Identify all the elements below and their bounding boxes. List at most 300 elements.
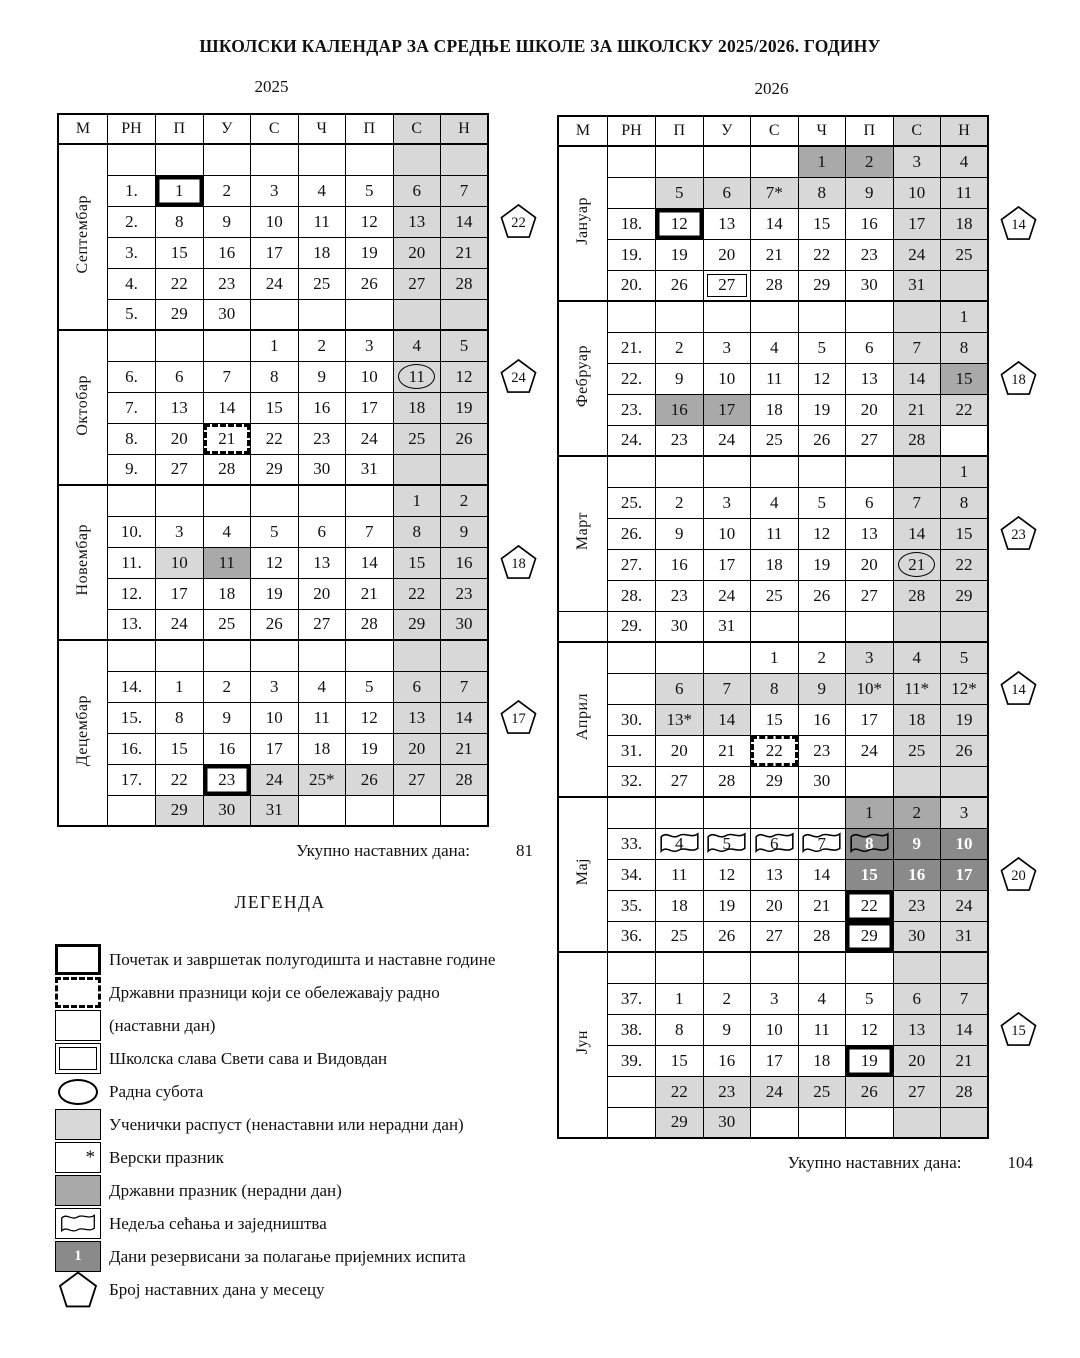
day-cell bbox=[703, 301, 751, 332]
day-cell bbox=[846, 487, 894, 518]
day-cell bbox=[298, 702, 346, 733]
day-number: 2 bbox=[722, 988, 731, 1008]
day-number: 18 bbox=[908, 709, 926, 729]
day-cell bbox=[656, 859, 704, 890]
day-number: 19 bbox=[813, 554, 831, 574]
day-cell bbox=[893, 797, 941, 828]
day-number: 31 bbox=[718, 616, 736, 636]
day-cell bbox=[203, 237, 251, 268]
month-name: Април bbox=[574, 693, 591, 741]
week-number-cell: 11. bbox=[108, 547, 156, 578]
day-cell bbox=[893, 425, 941, 456]
day-number: 31 bbox=[955, 926, 973, 946]
day-cell bbox=[298, 206, 346, 237]
day-number: 26 bbox=[813, 430, 831, 450]
day-cell bbox=[298, 640, 346, 671]
day-cell bbox=[893, 704, 941, 735]
day-cell bbox=[393, 702, 441, 733]
day-cell bbox=[703, 208, 751, 239]
total-value: 81 bbox=[516, 841, 533, 860]
day-cell bbox=[298, 733, 346, 764]
day-number: 27 bbox=[670, 771, 688, 791]
day-number: 20 bbox=[765, 895, 783, 915]
week-number-cell bbox=[608, 797, 656, 828]
day-number: 9 bbox=[317, 366, 326, 386]
day-cell bbox=[846, 518, 894, 549]
day-cell bbox=[656, 394, 704, 425]
day-number: 24 bbox=[265, 273, 283, 293]
legend-item bbox=[55, 1240, 545, 1273]
day-number: 4 bbox=[770, 492, 779, 512]
day-number: 14 bbox=[455, 211, 473, 231]
day-cell bbox=[893, 549, 941, 580]
week-number-cell: 13. bbox=[108, 609, 156, 640]
day-cell bbox=[893, 239, 941, 270]
day-cell bbox=[656, 332, 704, 363]
day-number: 30 bbox=[908, 926, 926, 946]
day-cell bbox=[393, 361, 441, 392]
day-cell bbox=[656, 208, 704, 239]
day-number: 13 bbox=[908, 1019, 926, 1039]
day-cell bbox=[846, 797, 894, 828]
day-number: 10 bbox=[718, 523, 736, 543]
week-number-cell bbox=[608, 1076, 656, 1107]
day-cell bbox=[703, 642, 751, 673]
day-cell bbox=[846, 177, 894, 208]
day-number: 15 bbox=[813, 213, 831, 233]
day-cell bbox=[941, 642, 989, 673]
day-number: 20 bbox=[313, 583, 331, 603]
month-name: Новембар bbox=[74, 524, 91, 596]
day-number: 11 bbox=[313, 707, 330, 727]
day-cell bbox=[441, 578, 489, 609]
month-name: Март bbox=[574, 512, 591, 551]
day-cell bbox=[703, 1076, 751, 1107]
day-cell bbox=[846, 580, 894, 611]
page-title: ШКОЛСКИ КАЛЕНДАР ЗА СРЕДЊЕ ШКОЛЕ ЗА ШКОЛСКУ 2025/2026. ГОДИНУ bbox=[199, 36, 881, 56]
day-cell bbox=[251, 516, 299, 547]
column-header: Н bbox=[941, 116, 989, 146]
day-cell bbox=[156, 454, 204, 485]
day-cell bbox=[441, 547, 489, 578]
day-cell bbox=[656, 828, 704, 859]
month-label bbox=[58, 485, 108, 640]
day-number: 26 bbox=[265, 614, 283, 634]
week-number-cell: 30. bbox=[608, 704, 656, 735]
calendar-table-wrap-2026 bbox=[557, 115, 1033, 1139]
day-cell bbox=[251, 764, 299, 795]
day-cell bbox=[846, 828, 894, 859]
day-number: 19 bbox=[718, 895, 736, 915]
day-number: 22 bbox=[408, 583, 426, 603]
day-cell bbox=[346, 144, 394, 175]
day-number: 17 bbox=[955, 864, 973, 884]
day-cell bbox=[846, 735, 894, 766]
day-number: 21 bbox=[455, 242, 473, 262]
week-number-cell: 14. bbox=[108, 671, 156, 702]
day-number: 8 bbox=[770, 678, 779, 698]
day-number: 11 bbox=[813, 1019, 830, 1039]
day-number: 26 bbox=[813, 585, 831, 605]
day-number: 3 bbox=[365, 335, 374, 355]
day-number: 10 bbox=[955, 833, 973, 853]
day-cell bbox=[656, 549, 704, 580]
day-number: 2 bbox=[817, 647, 826, 667]
day-number: 29 bbox=[170, 304, 188, 324]
day-number: 27 bbox=[765, 926, 783, 946]
week-number-cell: 3. bbox=[108, 237, 156, 268]
day-cell bbox=[751, 456, 799, 487]
day-number: 5 bbox=[675, 182, 684, 202]
day-number: 18 bbox=[408, 397, 426, 417]
day-number: 12 bbox=[813, 368, 831, 388]
day-number: 11 bbox=[766, 368, 783, 388]
day-number: 21 bbox=[765, 244, 783, 264]
day-cell bbox=[941, 208, 989, 239]
day-number: 17 bbox=[860, 709, 878, 729]
teaching-days-pentagon bbox=[500, 203, 537, 239]
day-cell bbox=[156, 361, 204, 392]
day-cell bbox=[393, 237, 441, 268]
legend-label: Државни празник (нерадни дан) bbox=[109, 1180, 342, 1200]
day-number: 3 bbox=[912, 151, 921, 171]
day-cell bbox=[441, 299, 489, 330]
day-cell bbox=[941, 487, 989, 518]
day-cell bbox=[751, 797, 799, 828]
day-cell bbox=[846, 549, 894, 580]
legend-item bbox=[55, 1108, 545, 1141]
day-cell bbox=[941, 952, 989, 983]
day-number: 18 bbox=[765, 554, 783, 574]
pentagon-value: 17 bbox=[511, 710, 526, 727]
legend-label: Број наставних дана у месецу bbox=[109, 1279, 325, 1299]
day-number: 16 bbox=[908, 864, 926, 884]
day-cell bbox=[393, 144, 441, 175]
day-cell bbox=[656, 983, 704, 1014]
day-cell bbox=[298, 361, 346, 392]
legend-swatch-medium bbox=[55, 1175, 101, 1206]
day-cell bbox=[798, 518, 846, 549]
day-number: 3 bbox=[270, 676, 279, 696]
day-number: 6 bbox=[675, 678, 684, 698]
day-cell bbox=[751, 704, 799, 735]
day-cell bbox=[346, 175, 394, 206]
column-header: П bbox=[656, 116, 704, 146]
day-cell bbox=[751, 983, 799, 1014]
day-cell bbox=[893, 921, 941, 952]
day-cell bbox=[751, 828, 799, 859]
day-cell bbox=[798, 456, 846, 487]
day-number: 25* bbox=[309, 769, 335, 789]
day-number: 4 bbox=[317, 676, 326, 696]
week-number-cell: 22. bbox=[608, 363, 656, 394]
day-cell bbox=[703, 890, 751, 921]
day-cell bbox=[441, 392, 489, 423]
day-number: 27 bbox=[860, 585, 878, 605]
day-number: 14 bbox=[360, 552, 378, 572]
day-cell bbox=[298, 330, 346, 361]
day-cell bbox=[346, 671, 394, 702]
day-cell bbox=[703, 859, 751, 890]
day-cell bbox=[846, 456, 894, 487]
day-cell bbox=[798, 611, 846, 642]
day-number: 11 bbox=[313, 211, 330, 231]
legend-swatch-star bbox=[55, 1142, 101, 1173]
day-number: 27 bbox=[408, 769, 426, 789]
day-number: 21 bbox=[455, 738, 473, 758]
day-cell bbox=[703, 146, 751, 177]
day-cell bbox=[441, 795, 489, 826]
day-number: 21 bbox=[908, 554, 926, 574]
teaching-days-pentagon bbox=[500, 699, 537, 735]
day-number: 1 bbox=[175, 180, 184, 200]
day-cell bbox=[346, 237, 394, 268]
day-number: 9 bbox=[222, 211, 231, 231]
day-cell bbox=[346, 392, 394, 423]
flag-icon bbox=[59, 1212, 97, 1236]
day-cell bbox=[798, 425, 846, 456]
day-number: 29 bbox=[955, 585, 973, 605]
day-cell bbox=[751, 673, 799, 704]
day-number: 13 bbox=[313, 552, 331, 572]
day-number: 18 bbox=[218, 583, 236, 603]
day-cell bbox=[893, 952, 941, 983]
week-number-cell: 31. bbox=[608, 735, 656, 766]
day-number: 2 bbox=[317, 335, 326, 355]
day-cell bbox=[656, 1045, 704, 1076]
legend-item bbox=[55, 1174, 545, 1207]
day-cell bbox=[393, 330, 441, 361]
day-cell bbox=[703, 270, 751, 301]
week-number-cell: 26. bbox=[608, 518, 656, 549]
day-cell bbox=[156, 144, 204, 175]
week-number-cell bbox=[608, 642, 656, 673]
day-cell bbox=[798, 270, 846, 301]
day-cell bbox=[798, 487, 846, 518]
day-number: 4 bbox=[222, 521, 231, 541]
day-number: 22 bbox=[955, 399, 973, 419]
column-header: Ч bbox=[298, 114, 346, 144]
day-cell bbox=[703, 704, 751, 735]
day-cell bbox=[393, 578, 441, 609]
day-number: 14 bbox=[765, 213, 783, 233]
day-cell bbox=[798, 828, 846, 859]
day-cell bbox=[893, 1045, 941, 1076]
day-cell bbox=[798, 363, 846, 394]
day-cell bbox=[251, 733, 299, 764]
day-number: 11 bbox=[766, 523, 783, 543]
column-header: Н bbox=[441, 114, 489, 144]
day-number: 28 bbox=[765, 275, 783, 295]
day-number: 24 bbox=[765, 1081, 783, 1101]
day-number: 9 bbox=[912, 833, 921, 853]
day-cell bbox=[203, 702, 251, 733]
total-teaching-days-2025 bbox=[57, 841, 533, 861]
day-number: 20 bbox=[860, 554, 878, 574]
day-cell bbox=[203, 733, 251, 764]
day-number: 10* bbox=[856, 678, 882, 698]
day-cell bbox=[656, 177, 704, 208]
day-cell bbox=[393, 733, 441, 764]
day-number: 16 bbox=[218, 242, 236, 262]
day-number: 20 bbox=[408, 738, 426, 758]
day-number: 30 bbox=[860, 275, 878, 295]
day-number: 23 bbox=[670, 585, 688, 605]
day-number: 10 bbox=[360, 366, 378, 386]
week-number-cell: 9. bbox=[108, 454, 156, 485]
day-number: 7* bbox=[765, 182, 783, 202]
day-number: 23 bbox=[455, 583, 473, 603]
day-number: 27 bbox=[718, 275, 736, 295]
day-number: 23 bbox=[218, 273, 236, 293]
day-cell bbox=[893, 394, 941, 425]
legend-rows bbox=[55, 943, 545, 1306]
day-number: 15 bbox=[670, 1050, 688, 1070]
day-number: 14 bbox=[455, 707, 473, 727]
day-number: 1 bbox=[175, 676, 184, 696]
day-cell bbox=[846, 673, 894, 704]
day-cell bbox=[441, 206, 489, 237]
week-number-cell: 18. bbox=[608, 208, 656, 239]
day-cell bbox=[703, 549, 751, 580]
day-cell bbox=[893, 1014, 941, 1045]
day-cell bbox=[703, 1045, 751, 1076]
column-header: С bbox=[393, 114, 441, 144]
day-cell bbox=[656, 704, 704, 735]
day-cell bbox=[346, 702, 394, 733]
day-cell bbox=[798, 952, 846, 983]
day-number: 30 bbox=[813, 771, 831, 791]
day-number: 3 bbox=[722, 337, 731, 357]
day-cell bbox=[251, 392, 299, 423]
day-cell bbox=[251, 361, 299, 392]
day-number: 19 bbox=[360, 738, 378, 758]
week-number-cell: 21. bbox=[608, 332, 656, 363]
day-number: 14 bbox=[218, 397, 236, 417]
day-cell bbox=[703, 518, 751, 549]
day-number: 29 bbox=[813, 275, 831, 295]
day-number: 22 bbox=[170, 273, 188, 293]
day-number: 10 bbox=[718, 368, 736, 388]
day-cell bbox=[203, 423, 251, 454]
legend-title: ЛЕГЕНДА bbox=[234, 892, 326, 912]
day-number: 3 bbox=[270, 180, 279, 200]
day-number: 1 bbox=[865, 802, 874, 822]
day-number: 17 bbox=[265, 738, 283, 758]
week-number-cell: 36. bbox=[608, 921, 656, 952]
day-cell bbox=[656, 921, 704, 952]
day-number: 5 bbox=[459, 335, 469, 355]
day-cell bbox=[393, 454, 441, 485]
day-cell bbox=[798, 735, 846, 766]
day-cell bbox=[941, 1107, 989, 1138]
day-cell bbox=[656, 1076, 704, 1107]
day-cell bbox=[441, 237, 489, 268]
week-number-cell: 37. bbox=[608, 983, 656, 1014]
day-number: 18 bbox=[313, 738, 331, 758]
day-number: 5 bbox=[365, 676, 374, 696]
day-cell bbox=[941, 580, 989, 611]
day-number: 18 bbox=[313, 242, 331, 262]
day-number: 4 bbox=[317, 180, 326, 200]
month-label bbox=[558, 642, 608, 797]
day-cell bbox=[251, 206, 299, 237]
day-cell bbox=[298, 485, 346, 516]
day-number: 9 bbox=[222, 707, 231, 727]
day-cell bbox=[156, 578, 204, 609]
week-number-cell: 16. bbox=[108, 733, 156, 764]
pentagon-value: 22 bbox=[511, 214, 526, 231]
day-cell bbox=[941, 332, 989, 363]
day-number: 19 bbox=[813, 399, 831, 419]
day-cell bbox=[703, 673, 751, 704]
day-number: 23 bbox=[718, 1081, 736, 1101]
day-number: 28 bbox=[955, 1081, 973, 1101]
day-number: 20 bbox=[408, 242, 426, 262]
day-cell bbox=[346, 206, 394, 237]
day-cell bbox=[298, 764, 346, 795]
day-cell bbox=[798, 983, 846, 1014]
day-number: 29 bbox=[408, 614, 426, 634]
day-number: 26 bbox=[455, 428, 473, 448]
day-number: 10 bbox=[265, 707, 283, 727]
day-cell bbox=[156, 330, 204, 361]
day-number: 24 bbox=[265, 769, 283, 789]
day-cell bbox=[846, 394, 894, 425]
day-cell bbox=[751, 549, 799, 580]
day-number: 25 bbox=[313, 273, 331, 293]
day-number: 7 bbox=[912, 337, 921, 357]
day-number: 6 bbox=[412, 180, 421, 200]
day-cell bbox=[203, 330, 251, 361]
day-cell bbox=[798, 1076, 846, 1107]
day-cell bbox=[751, 642, 799, 673]
day-cell bbox=[751, 239, 799, 270]
teaching-days-pentagon bbox=[500, 358, 537, 394]
day-cell bbox=[203, 516, 251, 547]
day-number: 16 bbox=[670, 399, 688, 419]
day-number: 9 bbox=[459, 521, 469, 541]
day-number: 21 bbox=[908, 399, 926, 419]
day-cell bbox=[798, 797, 846, 828]
day-number: 13 bbox=[860, 368, 878, 388]
day-number: 1 bbox=[412, 490, 421, 510]
day-cell bbox=[203, 268, 251, 299]
day-number: 8 bbox=[959, 492, 969, 512]
day-cell bbox=[941, 394, 989, 425]
day-number: 1 bbox=[270, 335, 279, 355]
day-cell bbox=[846, 270, 894, 301]
day-cell bbox=[298, 671, 346, 702]
teaching-days-pentagon bbox=[1000, 360, 1037, 396]
pentagon-icon bbox=[58, 1271, 98, 1308]
day-cell bbox=[798, 301, 846, 332]
day-cell bbox=[346, 423, 394, 454]
day-cell bbox=[156, 547, 204, 578]
day-number: 13 bbox=[860, 523, 878, 543]
day-number: 4 bbox=[675, 833, 684, 853]
month-name: Фебруар bbox=[574, 344, 591, 408]
day-cell bbox=[893, 363, 941, 394]
day-cell bbox=[251, 175, 299, 206]
day-number: 12 bbox=[813, 523, 831, 543]
week-number-cell bbox=[608, 301, 656, 332]
day-number: 6 bbox=[912, 988, 921, 1008]
day-cell bbox=[751, 487, 799, 518]
column-header: У bbox=[203, 114, 251, 144]
day-cell bbox=[393, 485, 441, 516]
week-number-cell bbox=[108, 485, 156, 516]
